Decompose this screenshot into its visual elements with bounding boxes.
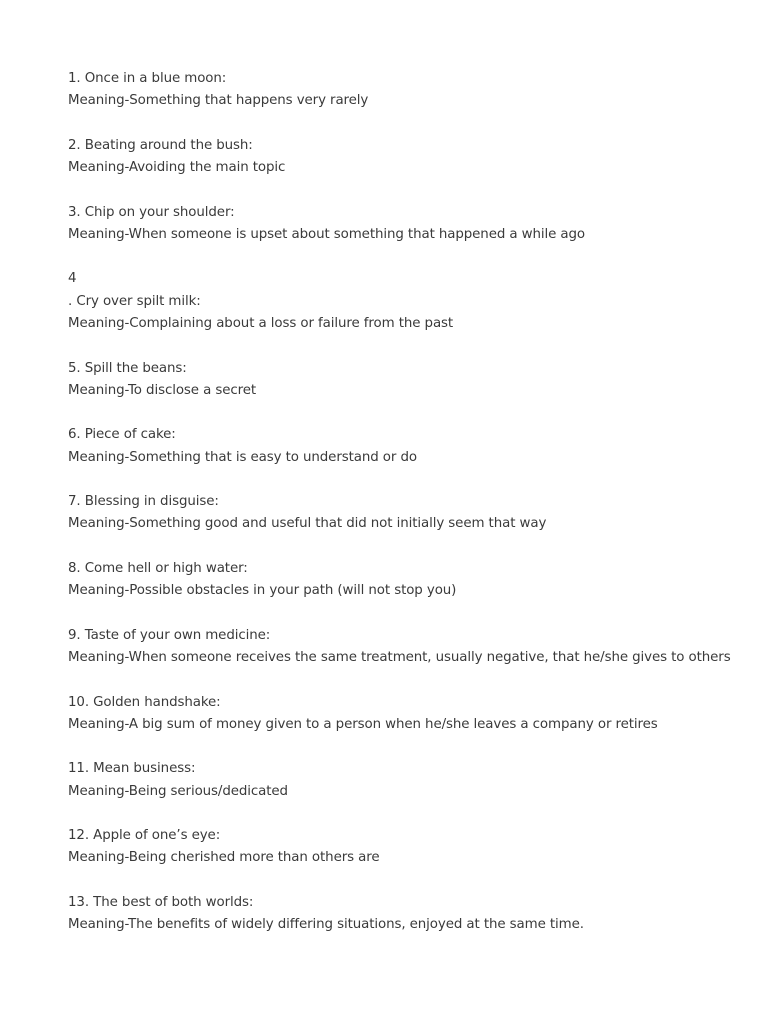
idiom-12-title: 12. Apple of one’s eye: bbox=[68, 828, 221, 843]
idiom-12-meaning: Meaning-Being cherished more than others are bbox=[68, 850, 380, 865]
idiom-11-title: 11. Mean business: bbox=[68, 761, 196, 776]
idiom-7-meaning: Meaning-Something good and useful that did not initially seem that way bbox=[68, 516, 547, 531]
idiom-13-title: 13. The best of both worlds: bbox=[68, 895, 254, 910]
idiom-2-meaning: Meaning-Avoiding the main topic bbox=[68, 160, 286, 175]
idiom-3-meaning: Meaning-When someone is upset about something that happened a while ago bbox=[68, 227, 586, 242]
idiom-3-title: 3. Chip on your shoulder: bbox=[68, 205, 235, 220]
idiom-8-meaning: Meaning-Possible obstacles in your path (will not stop you) bbox=[68, 583, 457, 598]
idiom-10-meaning: Meaning-A big sum of money given to a person when he/she leaves a company or retires bbox=[68, 717, 658, 732]
idiom-1-title: 1. Once in a blue moon: bbox=[68, 71, 227, 86]
idiom-5-meaning: Meaning-To disclose a secret bbox=[68, 383, 257, 398]
idiom-5-title: 5. Spill the beans: bbox=[68, 361, 187, 376]
idiom-9-title: 9. Taste of your own medicine: bbox=[68, 628, 271, 643]
idiom-11-meaning: Meaning-Being serious/dedicated bbox=[68, 784, 288, 799]
idiom-6-title: 6. Piece of cake: bbox=[68, 427, 176, 442]
idiom-13-meaning: Meaning-The benefits of widely differing situations, enjoyed at the same time. bbox=[68, 917, 584, 932]
idiom-4-number: 4 bbox=[68, 271, 77, 286]
idiom-4-meaning: Meaning-Complaining about a loss or failure from the past bbox=[68, 316, 454, 331]
idiom-2-title: 2. Beating around the bush: bbox=[68, 138, 253, 153]
idiom-7-title: 7. Blessing in disguise: bbox=[68, 494, 219, 509]
idiom-6-meaning: Meaning-Something that is easy to understand or do bbox=[68, 450, 417, 465]
idiom-4-title: . Cry over spilt milk: bbox=[68, 294, 201, 309]
idiom-10-title: 10. Golden handshake: bbox=[68, 695, 221, 710]
idiom-9-meaning: Meaning-When someone receives the same treatment, usually negative, that he/she gives to others bbox=[68, 650, 731, 665]
idiom-1-meaning: Meaning-Something that happens very rarely bbox=[68, 93, 369, 108]
idiom-8-title: 8. Come hell or high water: bbox=[68, 561, 248, 576]
